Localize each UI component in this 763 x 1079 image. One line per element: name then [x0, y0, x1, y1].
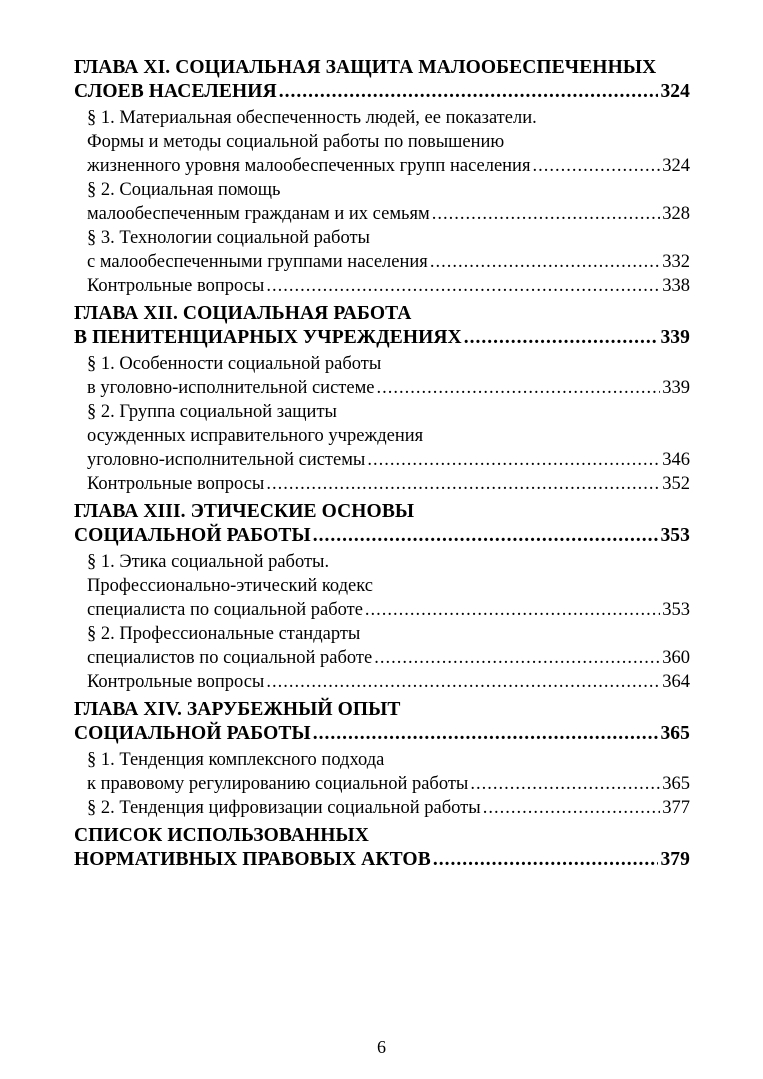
- toc-entry-row: [87, 154, 690, 178]
- toc-entry-row: [87, 472, 690, 496]
- section-title-line: § 3. Технологии социальной работы: [87, 228, 370, 248]
- toc-entry-row: [87, 376, 690, 400]
- chapter-title-line: СОЦИАЛЬНОЙ РАБОТЫ: [74, 525, 311, 546]
- toc-entry-row: [87, 274, 690, 298]
- toc-section[interactable]: [87, 226, 690, 274]
- section-title-line: осужденных исправительного учреждения: [87, 426, 424, 446]
- toc-entry-row[interactable]: [74, 326, 690, 350]
- chapter-title-line: ГЛАВА XI. СОЦИАЛЬНАЯ ЗАЩИТА МАЛООБЕСПЕЧЕННЫХ: [74, 57, 657, 78]
- page-ref: 364: [662, 672, 690, 692]
- toc-chapter: [74, 56, 690, 298]
- section-title-line: Профессионально-этический кодекс: [87, 576, 374, 596]
- dot-leader: [433, 848, 659, 872]
- chapter-heading: [74, 500, 690, 548]
- section-list: [74, 748, 690, 820]
- toc-section[interactable]: [87, 274, 690, 298]
- toc-entry-row: [87, 598, 690, 622]
- toc-section[interactable]: [87, 550, 690, 622]
- dot-leader: [365, 598, 660, 622]
- chapter-title-line: В ПЕНИТЕНЦИАРНЫХ УЧРЕЖДЕНИЯХ: [74, 327, 462, 348]
- section-title-line: § 1. Этика социальной работы.: [87, 552, 330, 572]
- page-ref: 379: [660, 849, 690, 870]
- chapter-title-line: СОЦИАЛЬНОЙ РАБОТЫ: [74, 723, 311, 744]
- section-title-line: Контрольные вопросы: [87, 276, 265, 296]
- section-list: [74, 106, 690, 298]
- page-ref: 365: [662, 774, 690, 794]
- page-ref: 324: [660, 81, 690, 102]
- dot-leader: [266, 472, 660, 496]
- toc-chapter: [74, 698, 690, 820]
- chapter-heading: [74, 824, 690, 872]
- toc-entry-row[interactable]: [74, 80, 690, 104]
- section-list: [74, 550, 690, 694]
- section-title-line: жизненного уровня малообеспеченных групп населения: [87, 156, 531, 176]
- section-title-line: в уголовно-исполнительной системе: [87, 378, 375, 398]
- dot-leader: [313, 722, 659, 746]
- dot-leader: [483, 796, 661, 820]
- toc-section[interactable]: [87, 400, 690, 472]
- toc-entry-row: [87, 202, 690, 226]
- toc-section[interactable]: [87, 748, 690, 796]
- page-ref: 339: [662, 378, 690, 398]
- page-ref: 360: [662, 648, 690, 668]
- toc-entry-row[interactable]: [74, 524, 690, 548]
- toc-section[interactable]: [87, 106, 690, 178]
- dot-leader: [266, 274, 660, 298]
- section-title-line: § 2. Социальная помощь: [87, 180, 281, 200]
- section-title-line: специалиста по социальной работе: [87, 600, 363, 620]
- dot-leader: [279, 80, 659, 104]
- toc-chapter: [74, 500, 690, 694]
- toc-entry-row[interactable]: [74, 722, 690, 746]
- page-ref: 353: [662, 600, 690, 620]
- toc-chapter: [74, 302, 690, 496]
- toc-entry-row: [87, 250, 690, 274]
- toc-entry-row: [87, 670, 690, 694]
- toc-section[interactable]: [87, 796, 690, 820]
- chapter-title-line: ГЛАВА XIII. ЭТИЧЕСКИЕ ОСНОВЫ: [74, 501, 415, 522]
- toc-entry-row: [87, 448, 690, 472]
- dot-leader: [464, 326, 659, 350]
- page-ref: 353: [660, 525, 690, 546]
- section-title-line: § 1. Материальная обеспеченность людей, ее показатели.: [87, 108, 537, 128]
- dot-leader: [377, 376, 661, 400]
- page-ref: 324: [662, 156, 690, 176]
- section-title-line: Контрольные вопросы: [87, 474, 265, 494]
- toc-section[interactable]: [87, 352, 690, 400]
- chapter-title-line: НОРМАТИВНЫХ ПРАВОВЫХ АКТОВ: [74, 849, 431, 870]
- section-title-line: § 1. Особенности социальной работы: [87, 354, 382, 374]
- section-title-line: Формы и методы социальной работы по повышению: [87, 132, 505, 152]
- page-ref: 352: [662, 474, 690, 494]
- toc-entry-row: [87, 772, 690, 796]
- chapter-heading: [74, 302, 690, 350]
- chapter-title-line: СЛОЕВ НАСЕЛЕНИЯ: [74, 81, 277, 102]
- dot-leader: [432, 202, 661, 226]
- toc-section[interactable]: [87, 472, 690, 496]
- page-ref: 328: [662, 204, 690, 224]
- toc-entry-row: [87, 646, 690, 670]
- chapter-title-line: ГЛАВА XII. СОЦИАЛЬНАЯ РАБОТА: [74, 303, 412, 324]
- toc-section[interactable]: [87, 178, 690, 226]
- dot-leader: [313, 524, 659, 548]
- page-ref: 377: [662, 798, 690, 818]
- page-ref: 338: [662, 276, 690, 296]
- dot-leader: [532, 154, 660, 178]
- dot-leader: [470, 772, 660, 796]
- section-list: [74, 352, 690, 496]
- section-title-line: к правовому регулированию социальной работы: [87, 774, 469, 794]
- section-title-line: уголовно-исполнительной системы: [87, 450, 366, 470]
- chapter-title-line: СПИСОК ИСПОЛЬЗОВАННЫХ: [74, 825, 369, 846]
- page-number: 6: [377, 1037, 386, 1057]
- page-ref: 365: [660, 723, 690, 744]
- section-title-line: Контрольные вопросы: [87, 672, 265, 692]
- section-title-line: с малообеспеченными группами населения: [87, 252, 428, 272]
- chapter-heading: [74, 56, 690, 104]
- dot-leader: [374, 646, 660, 670]
- section-title-line: специалистов по социальной работе: [87, 648, 373, 668]
- dot-leader: [266, 670, 660, 694]
- toc-section[interactable]: [87, 622, 690, 670]
- dot-leader: [430, 250, 660, 274]
- chapter-heading: [74, 698, 690, 746]
- table-of-contents: [74, 56, 690, 876]
- toc-section[interactable]: [87, 670, 690, 694]
- section-title-line: § 1. Тенденция комплексного подхода: [87, 750, 385, 770]
- toc-chapter: [74, 824, 690, 872]
- chapter-title-line: ГЛАВА XIV. ЗАРУБЕЖНЫЙ ОПЫТ: [74, 699, 401, 720]
- section-title-line: § 2. Профессиональные стандарты: [87, 624, 361, 644]
- toc-entry-row: [87, 796, 690, 820]
- section-title-line: малообеспеченным гражданам и их семьям: [87, 204, 430, 224]
- page-ref: 346: [662, 450, 690, 470]
- section-title-line: § 2. Группа социальной защиты: [87, 402, 337, 422]
- page-ref: 332: [662, 252, 690, 272]
- toc-entry-row[interactable]: [74, 848, 690, 872]
- dot-leader: [367, 448, 660, 472]
- section-title-line: § 2. Тенденция цифровизации социальной работы: [87, 798, 481, 818]
- page-ref: 339: [660, 327, 690, 348]
